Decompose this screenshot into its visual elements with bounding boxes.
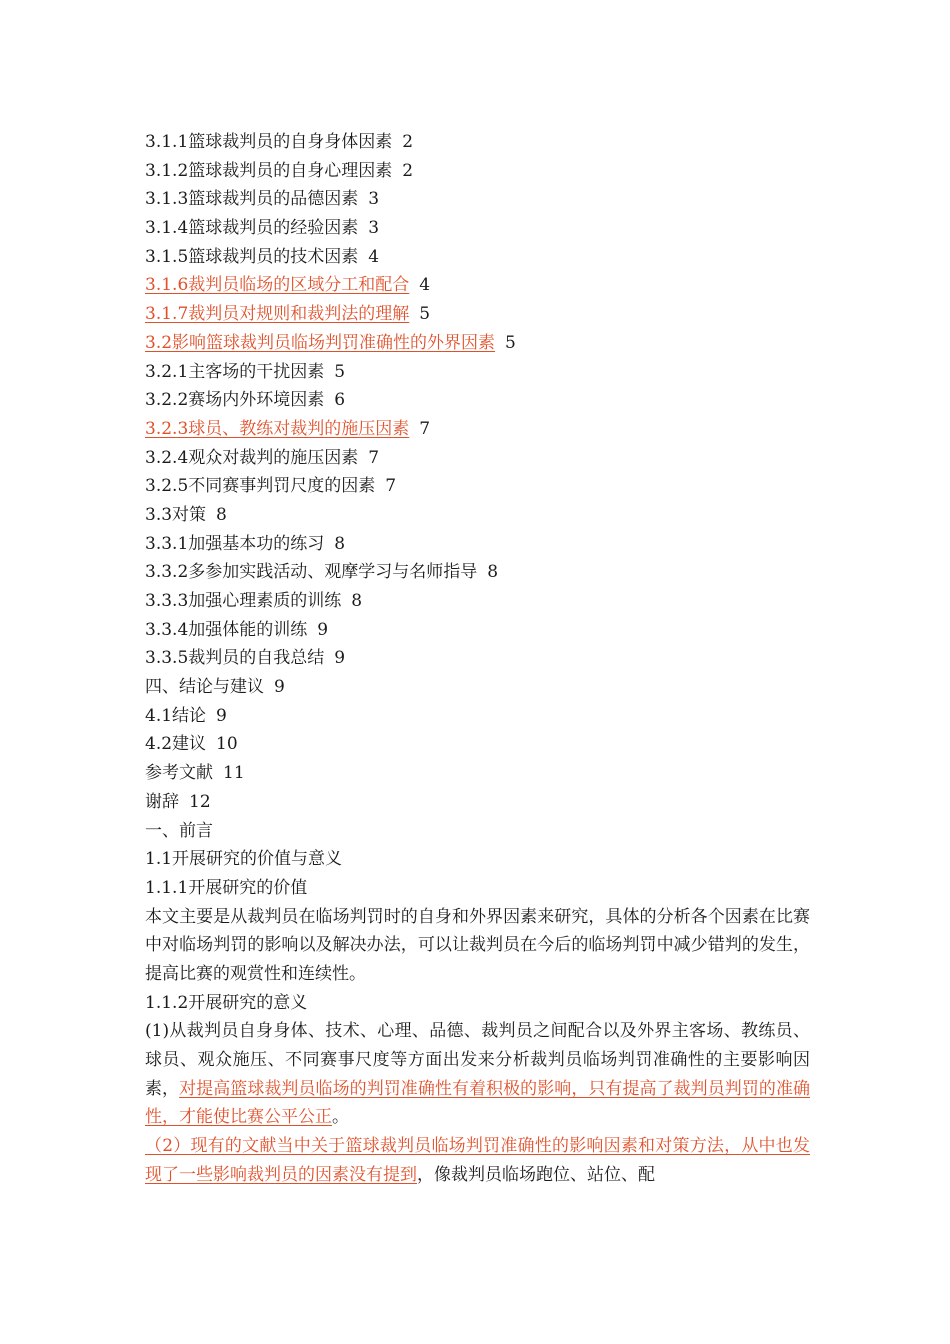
- toc-entry-title: 3.2.3球员、教练对裁判的施压因素: [145, 418, 410, 439]
- toc-entry-page: 8: [487, 562, 499, 583]
- toc-entry-page: 4: [368, 246, 380, 267]
- toc-entry-page: 8: [351, 591, 363, 611]
- toc-entry-title: 3.3对策: [145, 504, 207, 525]
- section-heading-preface: 一、前言: [145, 820, 213, 841]
- toc-entry-page: 8: [216, 504, 227, 525]
- toc-entry: [145, 530, 810, 559]
- toc-entry-page: 11: [223, 763, 245, 784]
- toc-entry: [145, 587, 810, 616]
- toc-entry-title: 3.3.1加强基本功的练习: [145, 533, 325, 554]
- toc-entry-title: 3.1.2篮球裁判员的自身心理因素: [145, 160, 393, 181]
- toc-entry: [145, 472, 810, 501]
- toc-entry-page: 5: [334, 361, 346, 382]
- toc-entry-page: 9: [317, 619, 329, 640]
- toc-entry-title: 3.3.5裁判员的自我总结: [145, 648, 325, 669]
- toc-entry-page: 8: [334, 533, 346, 554]
- toc-entry: [145, 501, 810, 530]
- paragraph-meaning-1: [145, 1017, 810, 1132]
- toc-entry-title: 3.3.3加强心理素质的训练: [145, 591, 342, 611]
- paragraph-meaning-2: [145, 1132, 810, 1189]
- toc-entry: [145, 243, 810, 272]
- toc-entry-title: 四、结论与建议: [145, 677, 264, 698]
- toc-entry: [145, 788, 810, 817]
- toc-entry-page: 7: [368, 447, 380, 468]
- toc-entry-title: 3.3.4加强体能的训练: [145, 619, 308, 640]
- toc-entry: [145, 644, 810, 673]
- paragraph-text: ，像裁判员临场跑位、站位、配: [417, 1164, 655, 1185]
- section-heading-research-meaning: 1.1.2开展研究的意义: [145, 992, 308, 1013]
- toc-entry: [145, 271, 810, 300]
- toc-entry: [145, 673, 810, 702]
- toc-entry-page: 6: [334, 390, 346, 411]
- toc-entry-title: 3.2.2赛场内外环境因素: [145, 390, 325, 411]
- toc-entry-page: 5: [505, 332, 516, 353]
- toc-entry-title: 参考文献: [145, 763, 213, 784]
- toc-entry: [145, 730, 810, 759]
- toc-entry-title: 3.3.2多参加实践活动、观摩学习与名师指导: [145, 562, 478, 583]
- toc-entry-title: 4.2建议: [145, 734, 207, 755]
- section-heading-research-value: 1.1.1开展研究的价值: [145, 877, 308, 898]
- toc-entry-page: 10: [216, 734, 238, 755]
- highlighted-text: （2）现有的文献当中关于篮球裁判员临场判罚准确性的影响因素和对策方法，从中也发现了一些影响裁判员的因素没有提到: [145, 1136, 810, 1185]
- toc-entry-page: 2: [402, 132, 414, 152]
- table-of-contents: [145, 128, 810, 817]
- toc-entry-page: 5: [419, 304, 431, 325]
- toc-entry: [145, 702, 810, 731]
- toc-entry-title: 3.1.1篮球裁判员的自身身体因素: [145, 132, 393, 152]
- toc-entry: [145, 616, 810, 645]
- toc-entry: [145, 386, 810, 415]
- toc-entry: [145, 157, 810, 186]
- toc-entry-title: 3.1.3篮球裁判员的品德因素: [145, 189, 359, 210]
- toc-entry-title: 3.1.7裁判员对规则和裁判法的理解: [145, 304, 410, 325]
- section-heading-value-meaning: 1.1开展研究的价值与意义: [145, 849, 343, 870]
- toc-entry-title: 3.2影响篮球裁判员临场判罚准确性的外界因素: [145, 332, 496, 353]
- toc-entry-title: 3.2.4观众对裁判的施压因素: [145, 447, 359, 468]
- toc-entry: [145, 329, 810, 358]
- toc-entry-title: 谢辞: [145, 791, 179, 812]
- toc-entry-page: 4: [419, 275, 431, 296]
- toc-entry-title: 4.1结论: [145, 705, 207, 726]
- toc-entry: [145, 128, 810, 157]
- toc-entry-page: 2: [402, 160, 414, 181]
- paragraph-text: 。: [332, 1107, 349, 1128]
- toc-entry-title: 3.1.5篮球裁判员的技术因素: [145, 246, 359, 267]
- toc-entry-page: 3: [368, 218, 380, 239]
- toc-entry-title: 3.2.5不同赛事判罚尺度的因素: [145, 476, 376, 497]
- toc-entry-page: 9: [334, 648, 346, 669]
- toc-entry: [145, 185, 810, 214]
- toc-entry: [145, 300, 810, 329]
- toc-entry-page: 9: [216, 705, 227, 726]
- paragraph-text: (1)从裁判员自身身体、技术、心理、品德、裁判员之间配合以及外界主客场、教练员、球员、观众施压、不同赛事尺度等方面出发来分析裁判员临场判罚准确性的主要影响因素，: [145, 1021, 810, 1099]
- toc-entry-title: 3.1.6裁判员临场的区域分工和配合: [145, 275, 410, 296]
- toc-entry: [145, 358, 810, 387]
- highlighted-text: 对提高篮球裁判员临场的判罚准确性有着积极的影响，只有提高了裁判员判罚的准确性，才能使比赛公平公正: [145, 1078, 811, 1128]
- toc-entry-page: 12: [189, 791, 211, 812]
- toc-entry: [145, 759, 810, 788]
- paragraph-research-value: 本文主要是从裁判员在临场判罚时的自身和外界因素来研究，具体的分析各个因素在比赛中对临场判罚的影响以及解决办法，可以让裁判员在今后的临场判罚中减少错判的发生，提高比赛的观赏性和连续性。: [145, 906, 810, 984]
- toc-entry-page: 7: [385, 476, 397, 497]
- toc-entry: [145, 558, 810, 587]
- toc-entry-page: 7: [419, 418, 431, 439]
- toc-entry-page: 3: [368, 189, 380, 210]
- toc-entry-page: 9: [274, 677, 285, 698]
- toc-entry-title: 3.2.1主客场的干扰因素: [145, 361, 325, 382]
- toc-entry: [145, 444, 810, 473]
- toc-entry: [145, 415, 810, 444]
- toc-entry-title: 3.1.4篮球裁判员的经验因素: [145, 218, 359, 239]
- document-page: [145, 128, 810, 1190]
- toc-entry: [145, 214, 810, 243]
